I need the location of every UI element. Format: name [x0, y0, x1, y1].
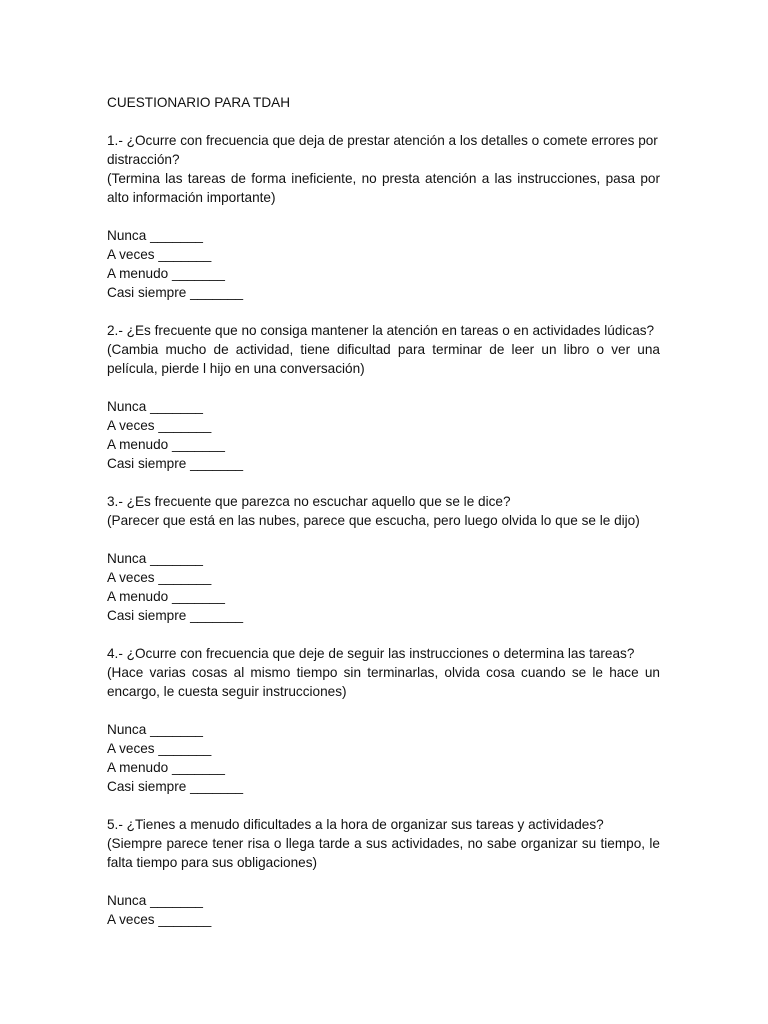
option-a-veces: A veces _______	[107, 570, 212, 585]
question-hint: (Cambia mucho de actividad, tiene dificultad para terminar de leer un libro o ver una película, pierde l hijo en una conversación)	[107, 342, 660, 376]
question-hint: (Hace varias cosas al mismo tiempo sin terminarlas, olvida cosa cuando se le hace un encargo, le cuesta seguir instrucciones)	[107, 665, 660, 699]
question-text: 3.- ¿Es frecuente que parezca no escuchar aquello que se le dice?	[107, 494, 511, 509]
option-a-veces: A veces _______	[107, 418, 212, 433]
question-3	[107, 492, 660, 625]
question-5	[107, 815, 660, 929]
option-a-veces: A veces _______	[107, 247, 212, 262]
option-casi-siempre: Casi siempre _______	[107, 285, 244, 300]
question-1	[107, 131, 660, 302]
option-casi-siempre: Casi siempre _______	[107, 779, 244, 794]
answer-options	[107, 720, 660, 796]
option-nunca: Nunca _______	[107, 551, 203, 566]
answer-options	[107, 397, 660, 473]
question-text: 4.- ¿Ocurre con frecuencia que deje de seguir las instrucciones o determina las tareas?	[107, 646, 635, 661]
option-a-menudo: A menudo _______	[107, 589, 225, 604]
question-text: 1.- ¿Ocurre con frecuencia que deja de prestar atención a los detalles o comete errores por distracción?	[107, 133, 658, 167]
question-hint: (Parecer que está en las nubes, parece que escucha, pero luego olvida lo que se le dijo)	[107, 513, 640, 528]
option-a-veces: A veces _______	[107, 741, 212, 756]
question-text: 5.- ¿Tienes a menudo dificultades a la hora de organizar sus tareas y actividades?	[107, 817, 604, 832]
option-casi-siempre: Casi siempre _______	[107, 608, 244, 623]
question-4	[107, 644, 660, 796]
option-nunca: Nunca _______	[107, 722, 203, 737]
option-nunca: Nunca _______	[107, 228, 203, 243]
question-2	[107, 321, 660, 473]
question-text: 2.- ¿Es frecuente que no consiga mantener la atención en tareas o en actividades lúdicas?	[107, 323, 655, 338]
document-title: CUESTIONARIO PARA TDAH	[107, 95, 291, 110]
document-page	[107, 93, 660, 948]
option-a-menudo: A menudo _______	[107, 437, 225, 452]
option-a-veces: A veces _______	[107, 912, 212, 927]
answer-options	[107, 549, 660, 625]
option-nunca: Nunca _______	[107, 399, 203, 414]
question-hint: (Termina las tareas de forma ineficiente, no presta atención a las instrucciones, pasa por alto información importante)	[107, 171, 660, 205]
answer-options	[107, 891, 660, 929]
answer-options	[107, 226, 660, 302]
option-a-menudo: A menudo _______	[107, 760, 225, 775]
option-casi-siempre: Casi siempre _______	[107, 456, 244, 471]
option-nunca: Nunca _______	[107, 893, 203, 908]
option-a-menudo: A menudo _______	[107, 266, 225, 281]
question-hint: (Siempre parece tener risa o llega tarde a sus actividades, no sabe organizar su tiempo, le falta tiempo para sus obligaciones)	[107, 836, 660, 870]
